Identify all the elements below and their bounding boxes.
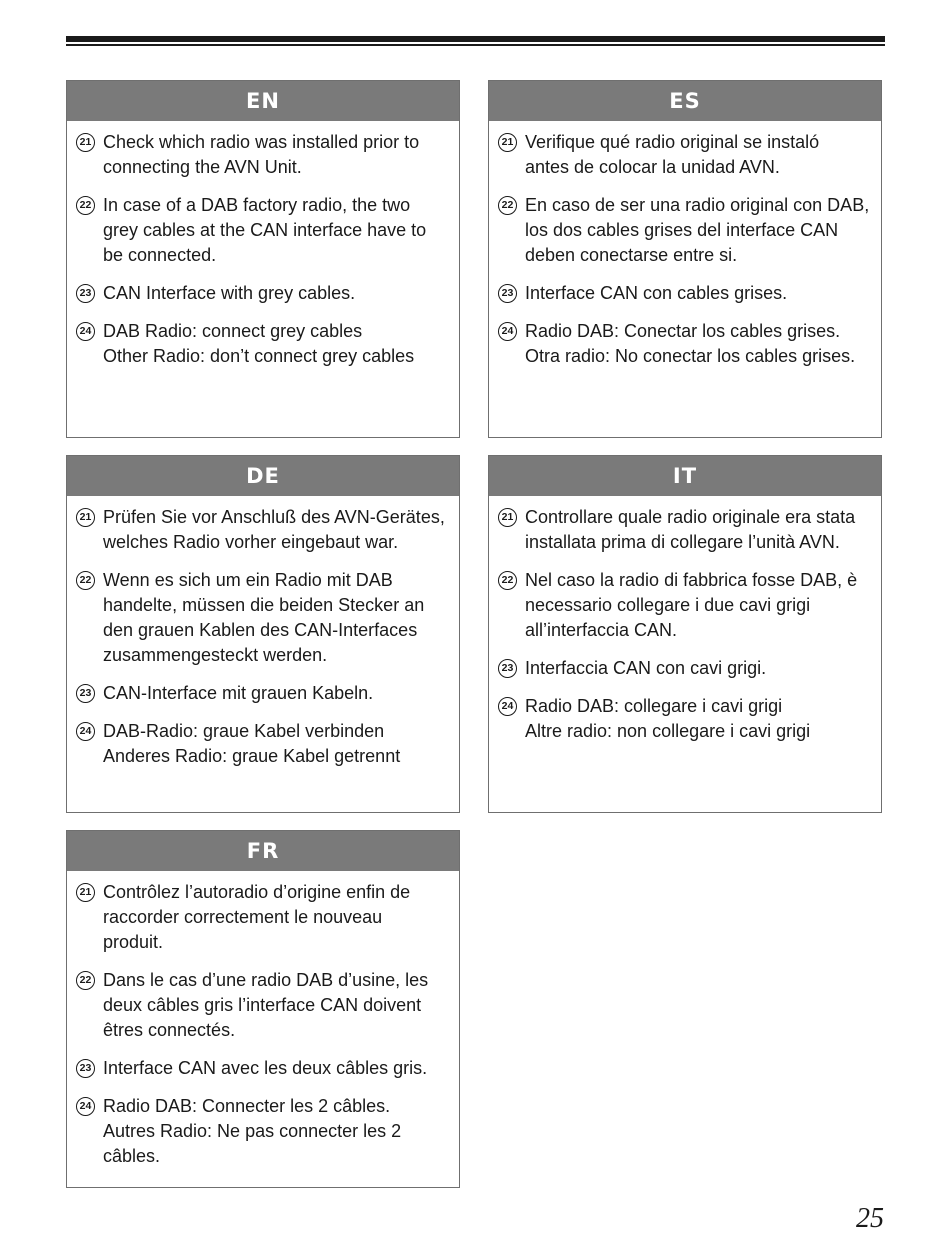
step-text: Verifique qué radio original se instaló antes de colocar la unidad AVN. [525, 132, 820, 177]
step-text: CAN-Interface mit grauen Kabeln. [103, 683, 374, 703]
list-item [76, 968, 449, 1043]
step-number-badge: 24 [76, 722, 95, 741]
list-item [76, 568, 449, 668]
step-text: En caso de ser una radio original con DAB, los dos cables grises del interface CAN deben conectarse entre si. [525, 195, 870, 265]
list-item [76, 505, 449, 555]
step-number-badge: 23 [76, 284, 95, 303]
instruction-list [67, 871, 459, 1169]
step-text: Wenn es sich um ein Radio mit DAB handelte, müssen die beiden Stecker an den grauen Kablen des CAN-Interfaces zusammengesteckt werden. [103, 570, 425, 665]
step-number-badge: 22 [498, 571, 517, 590]
panel-heading: DE [67, 456, 459, 496]
list-item [76, 1094, 449, 1169]
list-item [76, 681, 449, 706]
step-number-badge: 22 [498, 196, 517, 215]
page-number: 25 [856, 1203, 884, 1234]
step-text: Contrôlez l’autoradio d’origine enfin de raccorder correctement le nouveau produit. [103, 882, 411, 952]
step-number-badge: 23 [498, 659, 517, 678]
panel-de [66, 455, 460, 813]
panel-heading: IT [489, 456, 881, 496]
step-number-badge: 24 [76, 1097, 95, 1116]
instruction-list [489, 496, 881, 744]
step-text: DAB-Radio: graue Kabel verbinden Anderes Radio: graue Kabel getrennt [103, 721, 401, 766]
list-item [498, 193, 871, 268]
step-text: DAB Radio: connect grey cables Other Radio: don’t connect grey cables [103, 321, 415, 366]
step-number-badge: 24 [498, 697, 517, 716]
step-number-badge: 23 [76, 684, 95, 703]
step-text: Radio DAB: Connecter les 2 câbles. Autres Radio: Ne pas connecter les 2 câbles. [103, 1096, 402, 1166]
instruction-list [67, 121, 459, 369]
list-item [498, 281, 871, 306]
panel-heading: ES [489, 81, 881, 121]
step-text: Dans le cas d’une radio DAB d’usine, les deux câbles gris l’interface CAN doivent êtres connectés. [103, 970, 429, 1040]
step-number-badge: 23 [76, 1059, 95, 1078]
step-number-badge: 22 [76, 196, 95, 215]
step-text: Prüfen Sie vor Anschluß des AVN-Gerätes, welches Radio vorher eingebaut war. [103, 507, 445, 552]
step-text: Controllare quale radio originale era stata installata prima di collegare l’unità AVN. [525, 507, 856, 552]
list-item [76, 719, 449, 769]
list-item [498, 319, 871, 369]
step-number-badge: 22 [76, 571, 95, 590]
step-text: In case of a DAB factory radio, the two grey cables at the CAN interface have to be connected. [103, 195, 427, 265]
panel-en [66, 80, 460, 438]
step-number-badge: 24 [76, 322, 95, 341]
step-text: Interface CAN avec les deux câbles gris. [103, 1058, 428, 1078]
list-item [498, 568, 871, 643]
step-number-badge: 21 [498, 508, 517, 527]
list-item [76, 1056, 449, 1081]
instruction-list [67, 496, 459, 769]
step-text: Radio DAB: Conectar los cables grises. Otra radio: No conectar los cables grises. [525, 321, 856, 366]
list-item [76, 193, 449, 268]
step-number-badge: 22 [76, 971, 95, 990]
list-item [76, 281, 449, 306]
step-number-badge: 23 [498, 284, 517, 303]
list-item [498, 656, 871, 681]
step-number-badge: 21 [76, 133, 95, 152]
list-item [76, 319, 449, 369]
step-text: Check which radio was installed prior to connecting the AVN Unit. [103, 132, 420, 177]
instruction-list [489, 121, 881, 369]
step-text: Nel caso la radio di fabbrica fosse DAB, è necessario collegare i due cavi grigi all’interfaccia CAN. [525, 570, 858, 640]
list-item [498, 505, 871, 555]
top-rule-thick [66, 36, 885, 42]
list-item [498, 130, 871, 180]
panel-heading: EN [67, 81, 459, 121]
panel-fr [66, 830, 460, 1188]
step-number-badge: 21 [498, 133, 517, 152]
step-text: Interfaccia CAN con cavi grigi. [525, 658, 767, 678]
panel-heading: FR [67, 831, 459, 871]
top-rule-thin [66, 44, 885, 46]
list-item [498, 694, 871, 744]
step-text: Interface CAN con cables grises. [525, 283, 788, 303]
step-text: CAN Interface with grey cables. [103, 283, 356, 303]
step-number-badge: 21 [76, 883, 95, 902]
panel-it [488, 455, 882, 813]
panel-es [488, 80, 882, 438]
step-number-badge: 24 [498, 322, 517, 341]
step-text: Radio DAB: collegare i cavi grigi Altre radio: non collegare i cavi grigi [525, 696, 811, 741]
list-item [76, 130, 449, 180]
list-item [76, 880, 449, 955]
step-number-badge: 21 [76, 508, 95, 527]
